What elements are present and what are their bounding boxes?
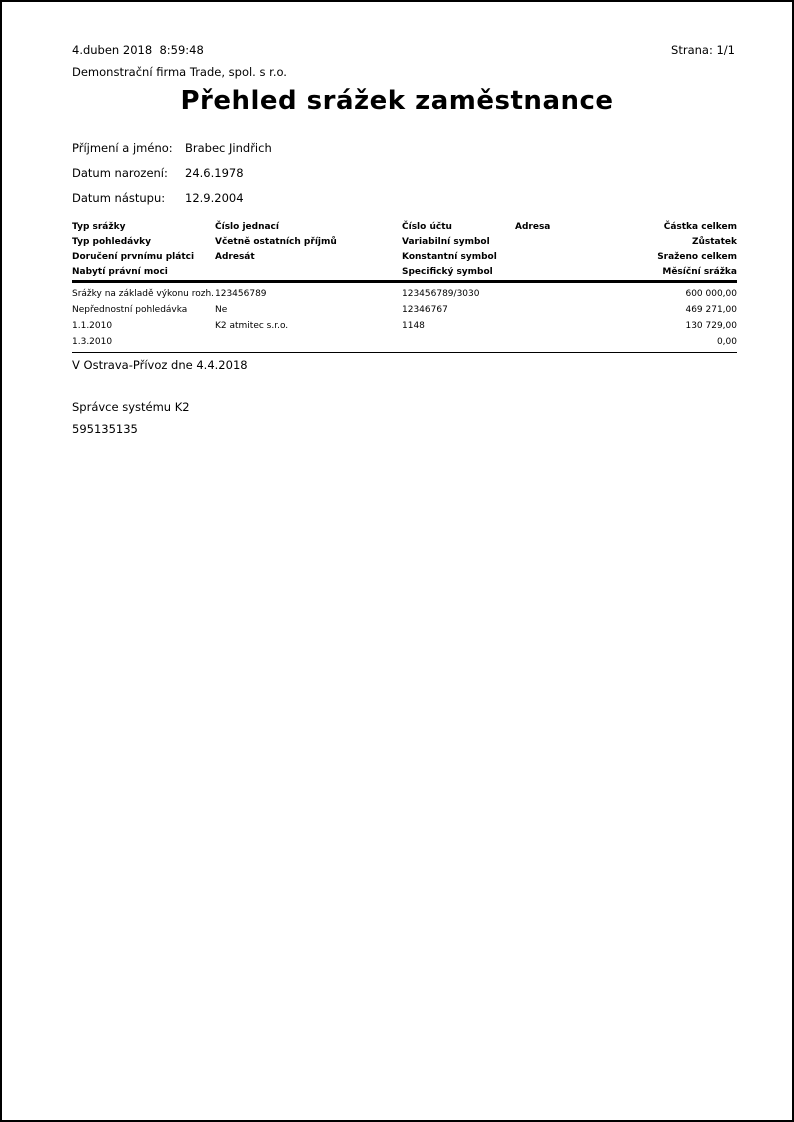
deductions-table <box>72 220 737 353</box>
data-cell: 1.3.2010 <box>72 337 113 347</box>
header-cell <box>515 250 635 265</box>
header-cell: Nabytí právní moci <box>72 267 168 277</box>
header-cell: Měsíční srážka <box>662 267 737 277</box>
header-cell: Doručení prvnímu plátci <box>72 252 195 262</box>
data-cell: K2 atmitec s.r.o. <box>215 321 289 331</box>
header-cell: Adresa <box>515 222 551 232</box>
page-number: Strana: 1/1 <box>671 43 735 57</box>
table-record-line <box>72 286 737 302</box>
header-cell: Číslo jednací <box>215 222 279 232</box>
table-header-line <box>72 220 737 235</box>
data-cell: 130 729,00 <box>685 321 737 331</box>
table-header-line <box>72 250 737 265</box>
table-header-line <box>72 265 737 280</box>
table-record-line <box>72 318 737 334</box>
table-record <box>72 283 737 353</box>
header-cell: Konstantní symbol <box>402 252 497 262</box>
birth-date-label: Datum narození: <box>72 166 168 180</box>
header-cell: Včetně ostatních příjmů <box>215 237 337 247</box>
signer-name: Správce systému K2 <box>72 400 190 414</box>
data-cell: 0,00 <box>716 337 737 347</box>
report-title: Přehled srážek zaměstnance <box>180 86 614 116</box>
header-cell <box>215 265 402 280</box>
header-cell <box>515 265 635 280</box>
header-cell: Typ srážky <box>72 222 126 232</box>
data-cell: 123456789 <box>215 289 267 299</box>
employee-name-label: Příjmení a jméno: <box>72 141 173 155</box>
employee-name-value: Brabec Jindřich <box>185 141 272 155</box>
birth-date-value: 24.6.1978 <box>185 166 244 180</box>
header-cell: Sraženo celkem <box>657 252 737 262</box>
table-record-line <box>72 334 737 350</box>
place-and-date: V Ostrava-Přívoz dne 4.4.2018 <box>72 358 248 372</box>
data-cell <box>515 334 635 350</box>
company-name: Demonstrační firma Trade, spol. s r.o. <box>72 65 287 79</box>
data-cell: 123456789/3030 <box>402 289 480 299</box>
data-cell: 600 000,00 <box>685 289 737 299</box>
data-cell <box>402 334 515 350</box>
data-cell: Ne <box>215 305 228 315</box>
data-cell <box>515 286 635 302</box>
table-header-line <box>72 235 737 250</box>
data-cell: 1.1.2010 <box>72 321 113 331</box>
data-cell: 1148 <box>402 321 425 331</box>
header-cell <box>515 235 635 250</box>
header-cell: Číslo účtu <box>402 222 452 232</box>
header-cell: Variabilní symbol <box>402 237 490 247</box>
data-cell <box>515 302 635 318</box>
data-cell: Srážky na základě výkonu rozh. <box>72 289 215 299</box>
print-timestamp: 4.duben 2018 8:59:48 <box>72 43 204 57</box>
data-cell: 12346767 <box>402 305 448 315</box>
data-cell: Nepřednostní pohledávka <box>72 305 188 315</box>
data-cell <box>515 318 635 334</box>
table-record-line <box>72 302 737 318</box>
header-cell: Částka celkem <box>663 222 737 232</box>
start-date-label: Datum nástupu: <box>72 191 166 205</box>
start-date-value: 12.9.2004 <box>185 191 244 205</box>
header-cell: Zůstatek <box>691 237 737 247</box>
header-cell: Adresát <box>215 252 255 262</box>
data-cell <box>215 334 402 350</box>
table-header <box>72 220 737 283</box>
signer-number: 595135135 <box>72 422 138 436</box>
header-cell: Specifický symbol <box>402 267 493 277</box>
data-cell: 469 271,00 <box>685 305 737 315</box>
header-cell: Typ pohledávky <box>72 237 151 247</box>
